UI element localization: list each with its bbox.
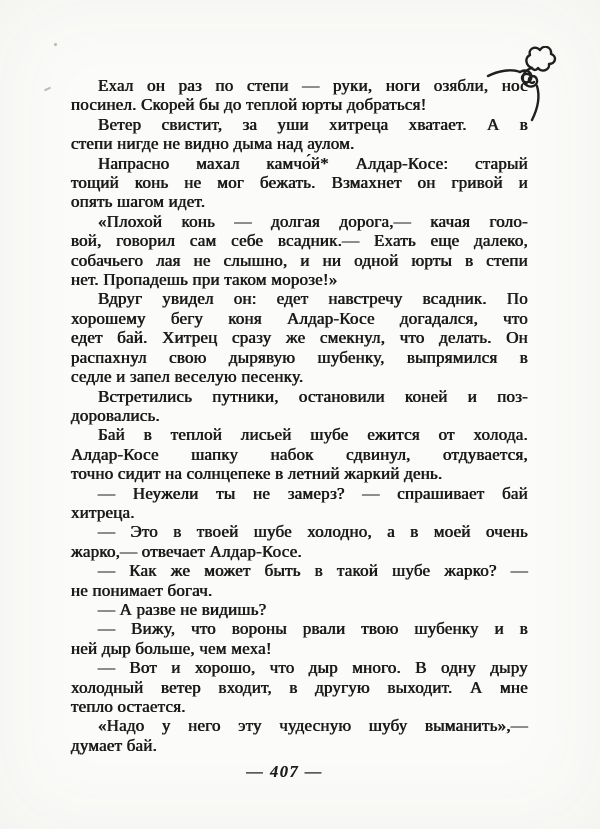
text-line: — Вот и хорошо, что дыр много. В одну дыру — [98, 658, 528, 678]
text-line: думает бай. — [71, 735, 158, 755]
text-line: хитреца. — [71, 502, 135, 522]
text-line: жарко,— отвечает Алдар-Косе. — [71, 541, 302, 561]
page-number: — 407 — — [246, 762, 323, 781]
text-line: распахнул свою дырявую шубенку, выпрямился в — [71, 347, 528, 367]
text-line: — Неужели ты не замерз? — спрашивает бай — [98, 483, 528, 503]
text-line: Бай в теплой лисьей шубе ежится от холода. — [98, 425, 528, 445]
text-line: седле и запел веселую песенку. — [71, 367, 304, 387]
text-line: собачьего лая не слышно, и ни одной юрты в степи — [71, 250, 528, 270]
text-line: не понимает богач. — [71, 580, 213, 600]
text-line: Ветер свистит, за уши хитреца хватает. А в — [98, 114, 528, 134]
text-line: степи нигде не видно дыма над аулом. — [71, 134, 355, 154]
scan-speck — [44, 87, 51, 92]
text-line: «Плохой конь — долгая дорога,— качая голо- — [98, 211, 528, 231]
text-line: нет. Пропадешь при таком морозе!» — [71, 270, 338, 290]
text-line: вой, говорил сам себе всадник.— Ехать еще далеко, — [71, 231, 528, 251]
text-line: ней дыр больше, чем меха! — [71, 638, 272, 658]
text-line: Алдар-Косе шапку набок сдвинул, отдувается, — [71, 444, 528, 464]
text-line: холодный ветер входит, в другую выходит. А мне — [71, 677, 528, 697]
text-line: — Это в твоей шубе холодно, а в моей очень — [98, 522, 528, 542]
text-line: точно сидит на солнцепеке в летний жаркий день. — [71, 464, 443, 484]
text-line: хорошему бегу коня Алдар-Косе догадался, что — [71, 308, 528, 328]
text-line: опять шагом идет. — [71, 192, 206, 212]
text-line: Ехал он раз по степи — руки, ноги озябли, нос — [98, 76, 528, 95]
scan-speck — [54, 43, 57, 46]
text-line: «Надо у него эту чудесную шубу выманить»,— — [98, 716, 528, 736]
text-line: Напрасно махал камчо́й* Алдар-Косе: старый — [98, 153, 528, 173]
text-line: Встретились путники, остановили коней и поз- — [98, 386, 528, 406]
text-line: Вдруг увидел он: едет навстречу всадник. По — [98, 289, 528, 309]
text-line: — Как же может быть в такой шубе жарко? — — [98, 561, 528, 581]
text-line: тощий конь не мог бежать. Взмахнет он гривой и — [71, 173, 528, 193]
text-line: — Вижу, что вороны рвали твою шубенку и в — [98, 619, 528, 639]
text-line: доровались. — [71, 405, 160, 425]
story-text — [71, 76, 528, 755]
text-line: — А разве не видишь? — [98, 599, 267, 619]
text-line: едет бай. Хитрец сразу же смекнул, что делать. Он — [71, 328, 528, 348]
text-line: посинел. Скорей бы до теплой юрты добраться! — [71, 95, 427, 115]
text-line: тепло остается. — [71, 697, 186, 716]
